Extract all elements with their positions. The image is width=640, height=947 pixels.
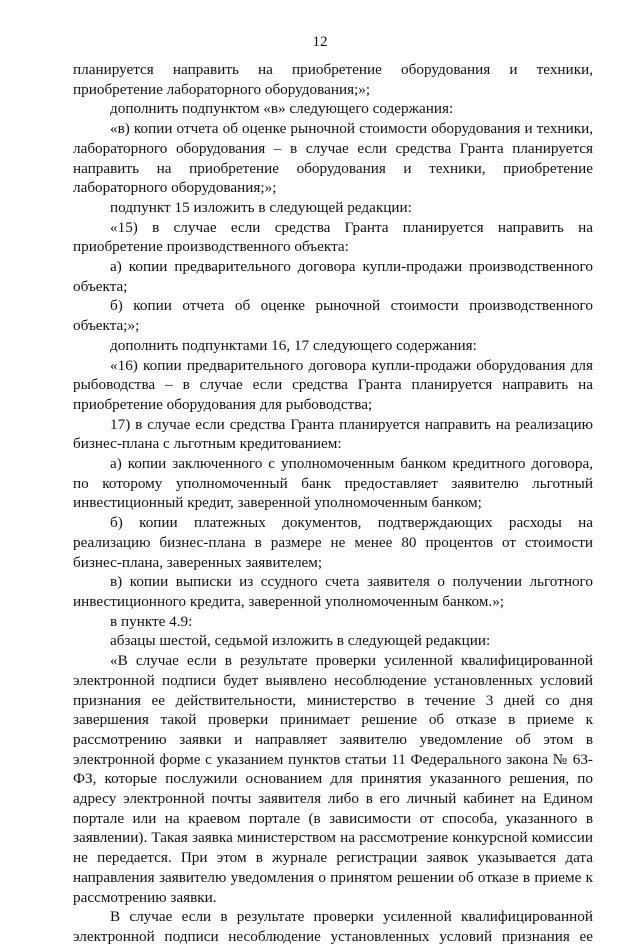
paragraph: «16) копии предварительного договора купли-продажи оборудования для рыбоводства – в случае если средства Гранта планируется направить на приобретение оборудования для рыбоводства; bbox=[73, 356, 593, 413]
paragraph: «в) копии отчета об оценке рыночной стоимости оборудования и техники, лабораторного оборудования – в случае если средства Гранта планируется направить на приобретение оборудования и техники, приобретение лабораторного оборудования;»; bbox=[73, 120, 593, 197]
page-number: 12 bbox=[312, 34, 328, 50]
paragraph: а) копии заключенного с уполномоченным банком кредитного договора, по которому уполномоченный банк предоставляет заявителю льготный инвестиционный кредит, заверенной уполномоченным банком; bbox=[73, 455, 593, 512]
paragraph: б) копии отчета об оценке рыночной стоимости производственного объекта;»; bbox=[73, 297, 593, 335]
paragraph: в) копии выписки из ссудного счета заявителя о получении льготного инвестиционного кредита, заверенной уполномоченным банком.»; bbox=[73, 573, 593, 610]
paragraph: «15) в случае если средства Гранта планируется направить на приобретение производственного объекта: bbox=[73, 218, 593, 256]
paragraph: планируется направить на приобретение оборудования и техники, приобретение лабораторного оборудования;»; bbox=[73, 61, 593, 98]
paragraph: б) копии платежных документов, подтверждающих расходы на реализацию бизнес-плана в размере не менее 80 процентов от стоимости бизнес-плана, заверенных заявителем; bbox=[73, 514, 593, 571]
paragraph: а) копии предварительного договора купли-продажи производственного объекта; bbox=[73, 258, 593, 295]
paragraph: дополнить подпунктами 16, 17 следующего содержания: bbox=[110, 336, 477, 354]
paragraph: абзацы шестой, седьмой изложить в следующей редакции: bbox=[110, 632, 491, 650]
paragraph: «В случае если в результате проверки усиленной квалифицированной электронной подписи будет выявлено несоблюдение установленных условий признания ее действительности, министерство в течение 3 дней со дня завершения такой проверки принимает решение об отказе в приеме к рассмотрению заявки и направляет заявителю уведомление об этом в электронной форме с указанием пунктов статьи 11 Федерального закона № 63-ФЗ, которые послужили основанием для принятия указанного решения, по адресу электронной почты заявителя либо в его личный кабинет на Едином портале или на краевом портале (в зависимости от способа, указанного в заявлении). Такая заявка министерством на рассмотрение конкурсной комиссии не передается. При этом в журнале регистрации заявок указывается дата направления заявителю уведомления о принятом решении об отказе в приеме к рассмотрению заявки. bbox=[73, 652, 593, 906]
paragraph: В случае если в результате проверки усиленной квалифицированной электронной подписи несоблюдение установленных условий признания ее bbox=[73, 908, 593, 945]
paragraph: дополнить подпунктом «в» следующего содержания: bbox=[110, 100, 454, 118]
document-body bbox=[73, 60, 593, 947]
paragraph: 17) в случае если средства Гранта планируется направить на реализацию бизнес-плана с льготным кредитованием: bbox=[73, 415, 593, 453]
paragraph: подпункт 15 изложить в следующей редакции: bbox=[110, 198, 412, 216]
paragraph: в пункте 4.9: bbox=[110, 612, 193, 630]
